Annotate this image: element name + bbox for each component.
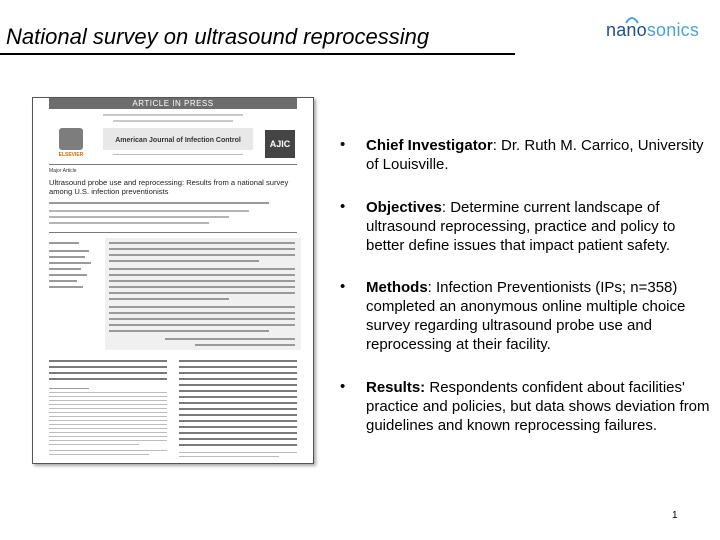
logo-text-part1: nano (606, 20, 647, 40)
bullet-item (366, 278, 716, 354)
affiliation-line (49, 222, 209, 224)
bullet-label: Chief Investigator (366, 137, 493, 154)
ajic-cover: AJIC (265, 130, 295, 158)
bullet-text: : Dr. Ruth M. Carrico, University of Louisville. (366, 137, 704, 173)
paper-thumbnail (32, 97, 314, 464)
bullet-item (366, 378, 716, 435)
logo-text-part2: sonics (646, 20, 700, 40)
elsevier-logo (51, 126, 91, 158)
bullet-label: Objectives (366, 199, 442, 216)
authors-line (49, 202, 269, 204)
journal-url-line (113, 154, 243, 155)
bullet-marker: • (340, 136, 346, 153)
bullet-marker: • (340, 278, 346, 295)
body-column-left (49, 360, 167, 460)
bullet-label: Results: (366, 379, 426, 396)
abstract-block (105, 238, 301, 350)
divider (49, 164, 297, 165)
bullet-item (366, 136, 716, 174)
divider (49, 232, 297, 233)
journal-header (103, 128, 253, 150)
bullet-label: Methods (366, 279, 428, 296)
page-number: 1 (672, 510, 678, 521)
article-in-press-banner: ARTICLE IN PRESS (49, 98, 297, 109)
nanosonics-logo (606, 14, 706, 48)
elsevier-label: ELSEVIER (58, 152, 84, 158)
bullet-text: : Infection Preventionists (IPs; n=358) completed an anonymous online multiple choice survey regarding ultrasound probe use and reprocessing at their facility. (366, 279, 686, 353)
journal-title: American Journal of Infection Control (115, 137, 241, 144)
journal-info-line (113, 120, 233, 122)
affiliation-line (49, 216, 229, 218)
article-section: Major Article (49, 168, 77, 174)
body-column-right (179, 360, 297, 460)
bullet-text: Respondents confident about facilities' practice and policies, but data shows deviation from guidelines and known reprocessing failures. (366, 379, 710, 434)
affiliation-line (49, 210, 249, 212)
elsevier-tree-icon (59, 128, 83, 150)
bullet-marker: • (340, 378, 346, 395)
article-title: Ultrasound probe use and reprocessing: Results from a national survey among U.S. infection preventionists (49, 178, 289, 196)
bullet-item (366, 198, 716, 255)
bullet-marker: • (340, 198, 346, 215)
journal-info-line (103, 114, 243, 116)
bullet-text: : Determine current landscape of ultrasound reprocessing, practice and policy to better define issues that impact patient safety. (366, 199, 676, 254)
slide-title: National survey on ultrasound reprocessing (6, 24, 430, 49)
title-underline (0, 53, 515, 55)
